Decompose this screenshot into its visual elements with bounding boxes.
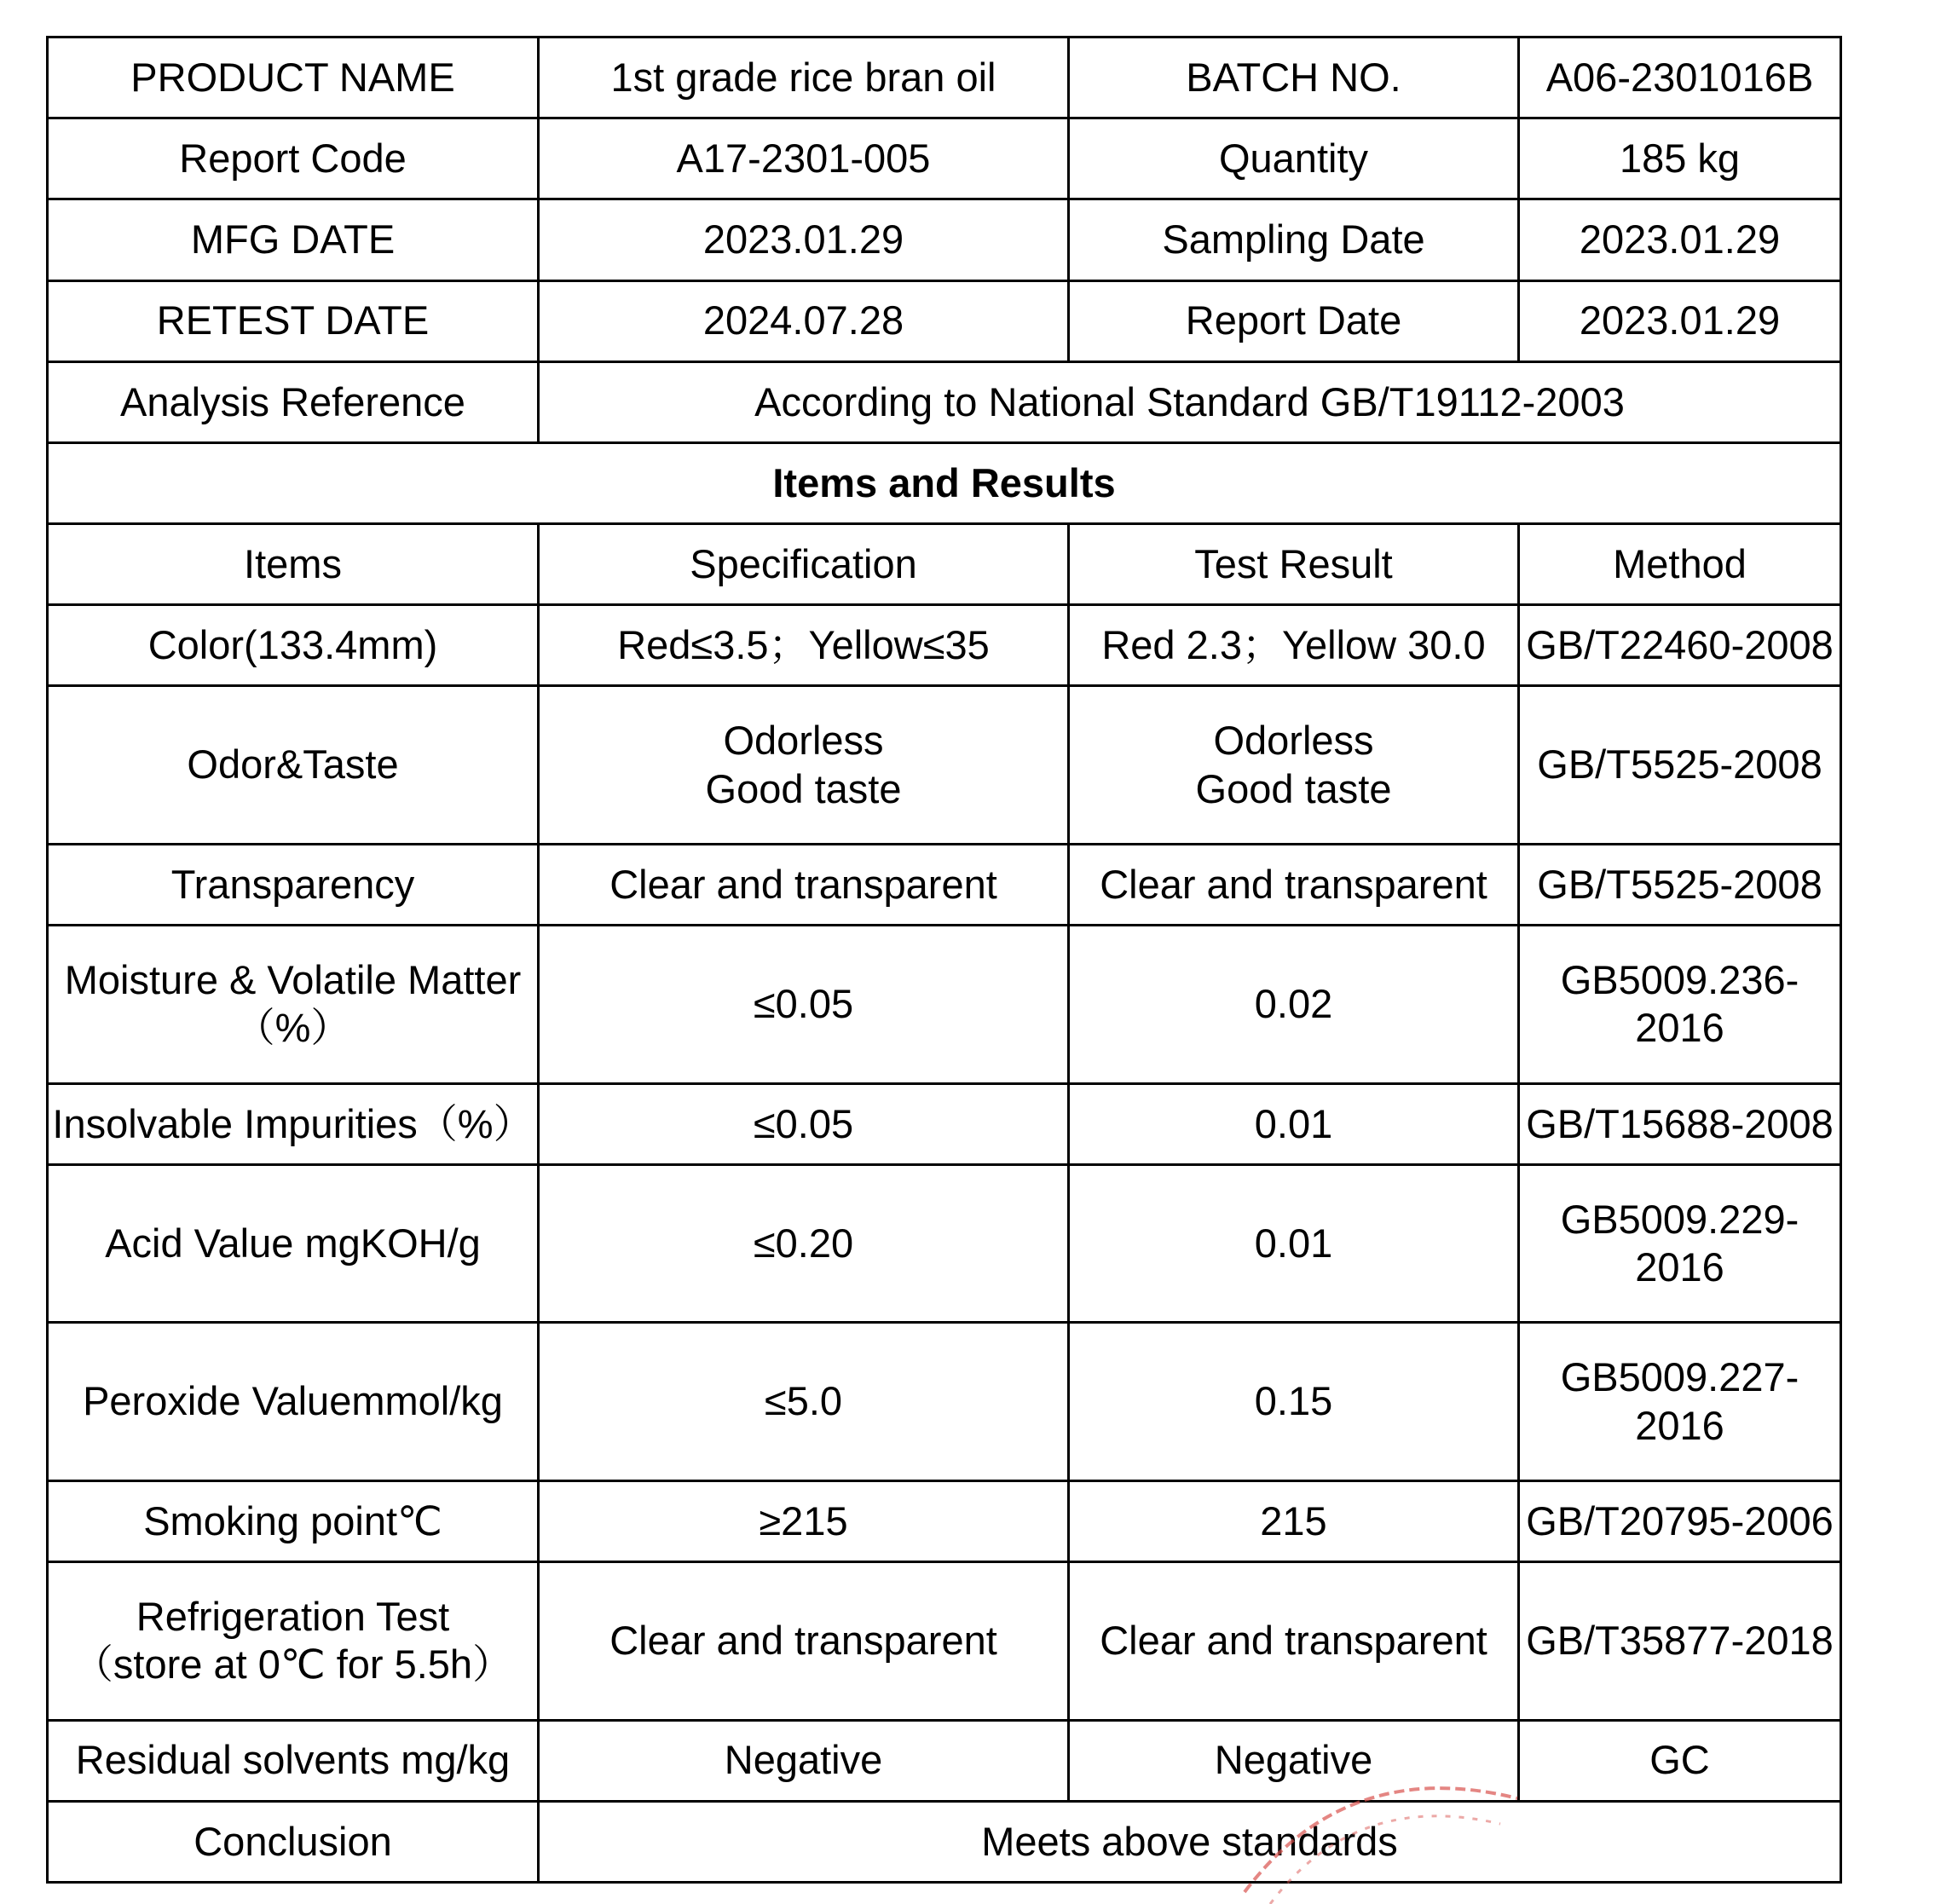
result-item-text: Acid Value mgKOH/g [105, 1220, 481, 1266]
product-row [48, 38, 1841, 118]
result-specification-cell [539, 926, 1069, 1084]
result-specification-text: ≤5.0 [764, 1378, 843, 1424]
result-item-cell [48, 686, 539, 845]
result-specification-cell [539, 1323, 1069, 1481]
result-test-result-cell [1069, 1480, 1519, 1561]
result-specification-text: ≤0.05 [753, 981, 854, 1027]
result-item-text: （%） [234, 1005, 351, 1051]
result-row [48, 1562, 1841, 1721]
result-item-cell [48, 605, 539, 686]
column-header-row [48, 524, 1841, 605]
result-method-cell [1519, 1720, 1841, 1801]
section-title-row [48, 442, 1841, 523]
result-test-result-cell [1069, 1720, 1519, 1801]
conclusion-label: Conclusion [48, 1801, 539, 1882]
result-test-result-cell [1069, 686, 1519, 845]
result-test-result-cell [1069, 1164, 1519, 1323]
result-method-text: GB/T20795-2006 [1526, 1497, 1834, 1543]
result-method-text: GB/T22460-2008 [1526, 622, 1834, 668]
result-item-text: Transparency [170, 861, 415, 907]
result-row [48, 926, 1841, 1084]
result-row [48, 1164, 1841, 1323]
conclusion-row [48, 1801, 1841, 1882]
section-title: Items and Results [48, 442, 1841, 523]
result-row [48, 844, 1841, 925]
result-test-result-text: Good taste [1195, 765, 1392, 811]
analysis-reference-label: Analysis Reference [48, 361, 539, 442]
result-test-result-cell [1069, 926, 1519, 1084]
batch-no-value: A06-2301016B [1519, 38, 1841, 118]
result-test-result-cell [1069, 844, 1519, 925]
result-test-result-text: Red 2.3；Yellow 30.0 [1101, 622, 1486, 668]
result-test-result-text: Odorless [1213, 718, 1374, 764]
result-method-cell [1519, 1562, 1841, 1721]
result-test-result-text: 0.01 [1254, 1220, 1333, 1266]
analysis-reference-row [48, 361, 1841, 442]
result-row [48, 1480, 1841, 1561]
column-header-method: Method [1519, 524, 1841, 605]
result-item-text: Moisture & Volatile Matter [64, 956, 522, 1002]
batch-no-label: BATCH NO. [1069, 38, 1519, 118]
result-method-text: 2016 [1635, 1402, 1724, 1448]
result-test-result-text: 215 [1260, 1497, 1327, 1543]
result-specification-cell [539, 844, 1069, 925]
sampling-date-label: Sampling Date [1069, 199, 1519, 280]
column-header-test-result: Test Result [1069, 524, 1519, 605]
result-method-text: 2016 [1635, 1005, 1724, 1051]
result-specification-text: Clear and transparent [609, 1618, 997, 1664]
result-test-result-cell [1069, 1562, 1519, 1721]
result-method-text: 2016 [1635, 1244, 1724, 1290]
result-test-result-text: Clear and transparent [1100, 1618, 1487, 1664]
result-method-text: GB/T35877-2018 [1526, 1618, 1834, 1664]
result-specification-cell [539, 1083, 1069, 1164]
result-item-text: Insolvable Impurities（%） [52, 1100, 534, 1146]
result-item-cell [48, 1083, 539, 1164]
result-method-cell [1519, 1164, 1841, 1323]
result-row [48, 1720, 1841, 1801]
result-method-text: GB/T5525-2008 [1537, 861, 1822, 907]
result-item-cell [48, 1720, 539, 1801]
result-item-cell [48, 1323, 539, 1481]
retest-date-label: RETEST DATE [48, 280, 539, 361]
result-specification-text: ≤0.20 [753, 1220, 854, 1266]
result-item-text: Smoking point℃ [143, 1497, 442, 1543]
conclusion-value: Meets above standards [539, 1801, 1841, 1882]
result-item-text: （store at 0℃ for 5.5h） [72, 1641, 513, 1688]
result-method-cell [1519, 1480, 1841, 1561]
result-item-cell [48, 844, 539, 925]
product-name-label: PRODUCT NAME [48, 38, 539, 118]
result-method-cell [1519, 1083, 1841, 1164]
result-test-result-text: Negative [1214, 1737, 1373, 1783]
result-item-text: Color(133.4mm) [147, 622, 438, 668]
result-test-result-text: Clear and transparent [1100, 861, 1487, 907]
result-item-cell [48, 1480, 539, 1561]
result-method-cell [1519, 844, 1841, 925]
result-row [48, 686, 1841, 845]
result-method-cell [1519, 1323, 1841, 1481]
mfg-date-value: 2023.01.29 [539, 199, 1069, 280]
retest-date-row [48, 280, 1841, 361]
result-test-result-text: 0.02 [1254, 981, 1333, 1027]
quantity-label: Quantity [1069, 118, 1519, 199]
result-specification-text: ≤0.05 [753, 1100, 854, 1146]
report-date-value: 2023.01.29 [1519, 280, 1841, 361]
quantity-value: 185 kg [1519, 118, 1841, 199]
result-specification-text: Odorless [723, 718, 884, 764]
result-specification-cell [539, 1562, 1069, 1721]
result-specification-text: Red≤3.5；Yellow≤35 [617, 622, 990, 668]
result-item-text: Odor&Taste [187, 741, 399, 788]
report-code-value: A17-2301-005 [539, 118, 1069, 199]
result-item-cell [48, 1562, 539, 1721]
product-name-value: 1st grade rice bran oil [539, 38, 1069, 118]
report-date-label: Report Date [1069, 280, 1519, 361]
mfg-date-row [48, 199, 1841, 280]
result-method-cell [1519, 605, 1841, 686]
result-specification-text: Good taste [705, 765, 902, 811]
result-specification-cell [539, 1480, 1069, 1561]
result-specification-cell [539, 686, 1069, 845]
analysis-reference-value: According to National Standard GB/T19112-2003 [539, 361, 1841, 442]
result-row [48, 605, 1841, 686]
result-specification-text: ≥215 [759, 1497, 848, 1543]
result-row [48, 1323, 1841, 1481]
result-specification-text: Negative [724, 1737, 883, 1783]
result-test-result-text: 0.15 [1254, 1378, 1333, 1424]
result-specification-cell [539, 1164, 1069, 1323]
result-method-cell [1519, 686, 1841, 845]
result-test-result-cell [1069, 1083, 1519, 1164]
result-method-text: GB/T5525-2008 [1537, 741, 1822, 788]
result-method-cell [1519, 926, 1841, 1084]
column-header-items: Items [48, 524, 539, 605]
result-item-cell [48, 1164, 539, 1323]
result-method-text: GB5009.229- [1560, 1196, 1799, 1242]
result-specification-text: Clear and transparent [609, 861, 997, 907]
coa-table-body [48, 38, 1841, 1883]
result-specification-cell [539, 605, 1069, 686]
result-row [48, 1083, 1841, 1164]
report-code-row [48, 118, 1841, 199]
result-specification-cell [539, 1720, 1069, 1801]
sampling-date-value: 2023.01.29 [1519, 199, 1841, 280]
result-method-text: GB/T15688-2008 [1526, 1100, 1834, 1146]
result-item-text: Peroxide Valuemmol/kg [83, 1378, 503, 1424]
result-method-text: GB5009.227- [1560, 1354, 1799, 1400]
column-header-specification: Specification [539, 524, 1069, 605]
result-item-cell [48, 926, 539, 1084]
coa-table [46, 36, 1842, 1884]
report-code-label: Report Code [48, 118, 539, 199]
result-test-result-cell [1069, 1323, 1519, 1481]
result-test-result-text: 0.01 [1254, 1100, 1333, 1146]
mfg-date-label: MFG DATE [48, 199, 539, 280]
result-item-text: Residual solvents mg/kg [75, 1737, 511, 1783]
retest-date-value: 2024.07.28 [539, 280, 1069, 361]
result-method-text: GC [1649, 1737, 1710, 1783]
result-item-text: Refrigeration Test [136, 1593, 450, 1639]
result-test-result-cell [1069, 605, 1519, 686]
result-method-text: GB5009.236- [1560, 956, 1799, 1002]
